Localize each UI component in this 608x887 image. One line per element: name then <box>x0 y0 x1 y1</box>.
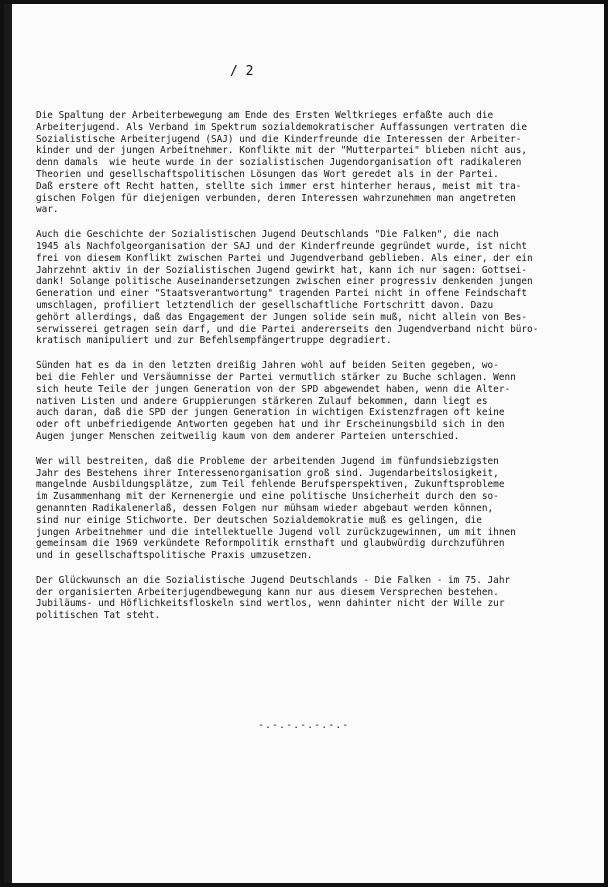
text-line: nativen Listen und andere Gruppierungen stärkeren Zulauf bekommen, dann liegt es <box>36 395 488 407</box>
text-line: Augen junger Menschen zeitweilig kaum von dem anderer Parteien unterschied. <box>36 430 460 442</box>
scan-edge <box>4 4 16 883</box>
text-line: kratisch manipuliert und zur Befehlsempfängertruppe degradiert. <box>36 335 392 347</box>
text-line: gischen Folgen für diejenigen verbunden, deren Interessen wahrzunehmen man angetreten <box>36 192 516 204</box>
text-line: Theorien und gesellschaftspolitischen Lösungen das Wort geredet als in der Partei. <box>36 168 499 180</box>
paragraph <box>36 229 596 347</box>
text-line: Wer will bestreiten, daß die Probleme der arbeitenden Jugend im fünfundsiebzigsten <box>36 455 499 467</box>
paragraph <box>36 456 596 562</box>
paragraph <box>36 110 596 216</box>
text-line: der organisierten Arbeiterjugendbewegung kann nur aus diesem Versprechen bestehen. <box>36 586 499 598</box>
text-line: Auch die Geschichte der Sozialistischen Jugend Deutschlands "Die Falken", die nach <box>36 229 499 241</box>
text-line: sich heute Teile der jungen Generation von der SPD abgewendet haben, wenn die Alter- <box>36 383 511 395</box>
text-line: frei von diesem Konflikt zwischen Partei und Jugendverband geblieben. Als einer, der ein <box>36 252 533 264</box>
text-line: oder oft unbefriedigende Antworten gegeben hat und ihr Erscheinungsbild sich in den <box>36 419 505 431</box>
text-line: Sozialistische Arbeiterjugend (SAJ) und die Kinderfreunde die Interessen der Arbeiter- <box>36 133 522 145</box>
text-line: Daß erstere oft Recht hatten, stellte sich immer erst hinterher heraus, meist mit tra- <box>36 180 522 192</box>
text-line: Jahr des Bestehens ihrer Interessenorganisation groß sind. Jugendarbeitslosigkeit, <box>36 467 499 479</box>
text-line: und in gesellschaftspolitische Praxis umzusetzen. <box>36 550 313 562</box>
paragraph <box>36 360 596 443</box>
text-line: Jubiläums- und Höflichkeitsfloskeln sind wertlos, wenn dahinter nicht der Wille zur <box>36 598 505 610</box>
text-line: Jahrzehnt aktiv in der Sozialistischen Jugend gewirkt hat, kann ich nur sagen: Gottsei- <box>36 264 528 276</box>
text-line: gehört allerdings, daß das Engagement der Jungen solide sein muß, nicht allein von Bes- <box>36 311 528 323</box>
text-line: Der Glückwunsch an die Sozialistische Jugend Deutschlands - Die Falken - im 75. Jahr <box>36 574 511 586</box>
text-line: kinder und der jungen Arbeitnehmer. Konflikte mit der "Mutterpartei" blieben nicht aus, <box>36 145 528 157</box>
text-line: politischen Tat steht. <box>36 610 161 622</box>
text-line: Die Spaltung der Arbeiterbewegung am Ende des Ersten Weltkrieges erfaßte auch die <box>36 110 494 121</box>
text-line: gemeinsam die 1969 verkündete Reformpolitik ernsthaft und glaubwürdig durchzuführen <box>36 538 505 550</box>
text-line: sind nur einige Stichworte. Der deutschen Sozialdemokratie muß es gelingen, die <box>36 514 482 526</box>
text-line: mangelnde Ausbildungsplätze, zum Teil fehlende Berufsperspektiven, Zukunftsprobleme <box>36 479 505 491</box>
text-line: war. <box>36 204 59 216</box>
text-line: bei die Fehler und Versäumnisse der Partei vermutlich stärker zu Buche schlagen. Wenn <box>36 371 516 383</box>
text-line: umschlagen, profiliert letztendlich der gesellschaftliche Fortschritt davon. Dazu <box>36 299 494 311</box>
text-line: Generation und einer "Staatsverantwortung" tragenden Partei nicht in offene Feindschaft <box>36 288 528 300</box>
body-text <box>36 110 596 635</box>
text-line: denn damals wie heute wurde in der sozialistischen Jugendorganisation oft radikaleren <box>36 157 522 169</box>
text-line: Arbeiterjugend. Als Verband im Spektrum sozialdemokratischer Auffassungen vertraten die <box>36 121 528 133</box>
text-line: dank! Solange politische Auseinandersetzungen zwischen einer progressiv denkenden jungen <box>36 276 533 288</box>
text-line: serwisserei getragen sein darf, und die Partei andererseits den Jugendverband nicht büro- <box>36 323 539 335</box>
text-line: jungen Arbeitnehmer und die intellektuelle Jugend voll zurückzugewinnen, um mit ihnen <box>36 526 516 538</box>
text-line: genannten Radikalenerlaß, dessen Folgen nur mühsam wieder abgebaut werden können, <box>36 502 494 514</box>
page-number: / 2 <box>230 64 254 79</box>
text-line: Sünden hat es da in den letzten dreißig Jahren wohl auf beiden Seiten gegeben, wo- <box>36 360 499 372</box>
text-line: im Zusammenhang mit der Kernenergie und eine politische Unsicherheit durch den so- <box>36 491 499 503</box>
text-line: auch daran, daß die SPD der jungen Generation in wichtigen Existenzfragen oft keine <box>36 407 505 419</box>
end-separator: -.-.-.-.-.-.- <box>258 720 350 731</box>
paragraph <box>36 575 596 622</box>
text-line: 1945 als Nachfolgeorganisation der SAJ und der Kinderfreunde gegründet wurde, ist nicht <box>36 240 528 252</box>
